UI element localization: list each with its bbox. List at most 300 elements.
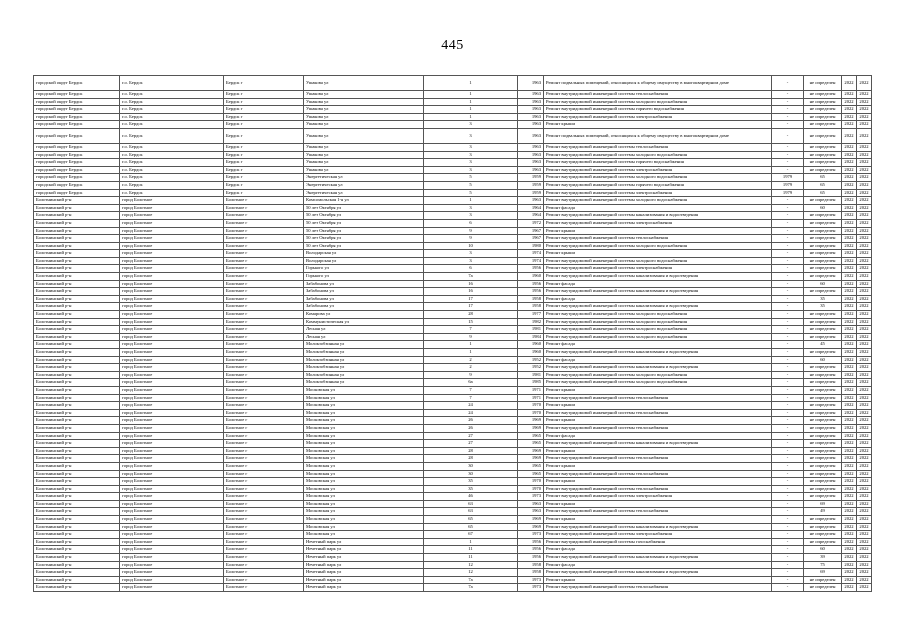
last-repair-year-cell: - xyxy=(772,561,804,569)
work-type-cell: Ремонт крыши xyxy=(544,576,772,584)
locality-cell: Болотное г xyxy=(224,516,304,524)
house-number-cell: 1 xyxy=(424,349,518,357)
table-row xyxy=(34,143,872,151)
plan-start-year-cell: 2022 xyxy=(842,151,857,159)
plan-end-year-cell: 2022 xyxy=(857,280,872,288)
wear-percent-cell: не определен xyxy=(804,143,842,151)
plan-start-year-cell: 2022 xyxy=(842,364,857,372)
house-number-cell: 16 xyxy=(424,280,518,288)
plan-start-year-cell: 2022 xyxy=(842,576,857,584)
municipality-cell: городской округ Бердск xyxy=(34,166,120,174)
build-year-cell: 1970 xyxy=(518,478,544,486)
last-repair-year-cell: - xyxy=(772,235,804,243)
plan-start-year-cell: 2022 xyxy=(842,523,857,531)
last-repair-year-cell: - xyxy=(772,91,804,99)
municipality-cell: Болотнинский р-н xyxy=(34,455,120,463)
settlement-cell: город Болотное xyxy=(120,409,224,417)
municipality-cell: Болотнинский р-н xyxy=(34,379,120,387)
work-type-cell: Ремонт внутридомовой инженерной системы теплоснабжения xyxy=(544,508,772,516)
settlement-cell: город Болотное xyxy=(120,424,224,432)
locality-cell: Болотное г xyxy=(224,227,304,235)
plan-start-year-cell: 2022 xyxy=(842,341,857,349)
plan-end-year-cell: 2022 xyxy=(857,485,872,493)
last-repair-year-cell: - xyxy=(772,569,804,577)
municipality-cell: Болотнинский р-н xyxy=(34,242,120,250)
locality-cell: Болотное г xyxy=(224,356,304,364)
wear-percent-cell: не определен xyxy=(804,531,842,539)
plan-end-year-cell: 2022 xyxy=(857,356,872,364)
plan-end-year-cell: 2022 xyxy=(857,189,872,197)
build-year-cell: 1963 xyxy=(518,143,544,151)
build-year-cell: 1960 xyxy=(518,349,544,357)
house-number-cell: 30 xyxy=(424,462,518,470)
municipality-cell: городской округ Бердск xyxy=(34,76,120,91)
locality-cell: Болотное г xyxy=(224,333,304,341)
wear-percent-cell: не определен xyxy=(804,128,842,143)
plan-end-year-cell: 2022 xyxy=(857,424,872,432)
last-repair-year-cell: - xyxy=(772,265,804,273)
plan-start-year-cell: 2022 xyxy=(842,303,857,311)
municipality-cell: городской округ Бердск xyxy=(34,128,120,143)
wear-percent-cell: не определен xyxy=(804,417,842,425)
settlement-cell: город Болотное xyxy=(120,523,224,531)
last-repair-year-cell: - xyxy=(772,409,804,417)
street-cell: Молокзобзинная ул xyxy=(304,349,424,357)
street-cell: Московская ул xyxy=(304,531,424,539)
locality-cell: Бердск г xyxy=(224,106,304,114)
last-repair-year-cell: - xyxy=(772,462,804,470)
build-year-cell: 1963 xyxy=(518,113,544,121)
settlement-cell: г.о. Бердск xyxy=(120,143,224,151)
locality-cell: Болотное г xyxy=(224,364,304,372)
street-cell: Энергетическая ул xyxy=(304,181,424,189)
municipality-cell: Болотнинский р-н xyxy=(34,212,120,220)
work-type-cell: Ремонт внутридомовой инженерной системы электроснабжения xyxy=(544,219,772,227)
wear-percent-cell: не определен xyxy=(804,470,842,478)
table-row xyxy=(34,265,872,273)
build-year-cell: 1952 xyxy=(518,356,544,364)
plan-end-year-cell: 2022 xyxy=(857,516,872,524)
plan-end-year-cell: 2022 xyxy=(857,242,872,250)
municipality-cell: Болотнинский р-н xyxy=(34,204,120,212)
locality-cell: Болотное г xyxy=(224,219,304,227)
house-number-cell: 12 xyxy=(424,561,518,569)
locality-cell: Болотное г xyxy=(224,508,304,516)
last-repair-year-cell: - xyxy=(772,432,804,440)
build-year-cell: 1959 xyxy=(518,189,544,197)
table-row xyxy=(34,219,872,227)
settlement-cell: г.о. Бердск xyxy=(120,181,224,189)
settlement-cell: г.о. Бердск xyxy=(120,76,224,91)
street-cell: Ушакова ул xyxy=(304,128,424,143)
build-year-cell: 1973 xyxy=(518,584,544,592)
wear-percent-cell: не определен xyxy=(804,166,842,174)
settlement-cell: город Болотное xyxy=(120,546,224,554)
work-type-cell: Ремонт внутридомовой инженерной системы холодного водоснабжения xyxy=(544,257,772,265)
municipality-cell: городской округ Бердск xyxy=(34,181,120,189)
work-type-cell: Ремонт фасада xyxy=(544,356,772,364)
plan-end-year-cell: 2022 xyxy=(857,462,872,470)
table-row xyxy=(34,288,872,296)
table-row xyxy=(34,106,872,114)
house-number-cell: 1 xyxy=(424,341,518,349)
work-type-cell: Ремонт внутридомовой инженерной системы теплоснабжения xyxy=(544,455,772,463)
wear-percent-cell: не определен xyxy=(804,349,842,357)
work-type-cell: Ремонт внутридомовой инженерной системы канализования и водоотведения xyxy=(544,523,772,531)
plan-start-year-cell: 2022 xyxy=(842,128,857,143)
municipality-cell: Болотнинский р-н xyxy=(34,516,120,524)
wear-percent-cell: 69 xyxy=(804,500,842,508)
table-row xyxy=(34,576,872,584)
table-row xyxy=(34,516,872,524)
table-row xyxy=(34,493,872,501)
house-number-cell: 1 xyxy=(424,91,518,99)
work-type-cell: Ремонт крыши xyxy=(544,516,772,524)
street-cell: Московская ул xyxy=(304,417,424,425)
house-number-cell: 28 xyxy=(424,455,518,463)
work-type-cell: Ремонт внутридомовой инженерной системы теплоснабжения xyxy=(544,235,772,243)
last-repair-year-cell: - xyxy=(772,128,804,143)
table-row xyxy=(34,197,872,205)
table-row xyxy=(34,531,872,539)
last-repair-year-cell: - xyxy=(772,121,804,129)
locality-cell: Болотное г xyxy=(224,204,304,212)
last-repair-year-cell: - xyxy=(772,98,804,106)
locality-cell: Болотное г xyxy=(224,242,304,250)
build-year-cell: 1965 xyxy=(518,440,544,448)
plan-start-year-cell: 2022 xyxy=(842,189,857,197)
house-number-cell: 9 xyxy=(424,235,518,243)
build-year-cell: 1960 xyxy=(518,341,544,349)
wear-percent-cell: не определен xyxy=(804,318,842,326)
wear-percent-cell: не определен xyxy=(804,402,842,410)
municipality-cell: Болотнинский р-н xyxy=(34,394,120,402)
locality-cell: Болотное г xyxy=(224,470,304,478)
street-cell: Нечетный парк ул xyxy=(304,569,424,577)
build-year-cell: 1980 xyxy=(518,242,544,250)
plan-start-year-cell: 2022 xyxy=(842,447,857,455)
locality-cell: Болотное г xyxy=(224,303,304,311)
build-year-cell: 1971 xyxy=(518,386,544,394)
wear-percent-cell: не определен xyxy=(804,485,842,493)
last-repair-year-cell: - xyxy=(772,349,804,357)
settlement-cell: г.о. Бердск xyxy=(120,98,224,106)
street-cell: Забабонова ул xyxy=(304,280,424,288)
plan-end-year-cell: 2022 xyxy=(857,326,872,334)
work-type-cell: Ремонт внутридомовой инженерной системы газоснабжения xyxy=(544,538,772,546)
plan-end-year-cell: 2022 xyxy=(857,493,872,501)
work-type-cell: Ремонт крыши xyxy=(544,250,772,258)
last-repair-year-cell: - xyxy=(772,485,804,493)
locality-cell: Болотное г xyxy=(224,326,304,334)
plan-end-year-cell: 2022 xyxy=(857,227,872,235)
settlement-cell: город Болотное xyxy=(120,394,224,402)
plan-start-year-cell: 2022 xyxy=(842,356,857,364)
wear-percent-cell: не определен xyxy=(804,121,842,129)
municipality-cell: Болотнинский р-н xyxy=(34,273,120,281)
house-number-cell: 3 xyxy=(424,212,518,220)
settlement-cell: город Болотное xyxy=(120,227,224,235)
plan-end-year-cell: 2022 xyxy=(857,531,872,539)
work-type-cell: Ремонт внутридомовой инженерной системы теплоснабжения xyxy=(544,485,772,493)
municipality-cell: Болотнинский р-н xyxy=(34,417,120,425)
plan-end-year-cell: 2022 xyxy=(857,257,872,265)
plan-start-year-cell: 2022 xyxy=(842,318,857,326)
municipality-cell: городской округ Бердск xyxy=(34,151,120,159)
work-type-cell: Ремонт внутридомовой инженерной системы канализования и водоотведения xyxy=(544,349,772,357)
table-row xyxy=(34,379,872,387)
settlement-cell: город Болотное xyxy=(120,462,224,470)
table-row xyxy=(34,432,872,440)
wear-percent-cell: не определен xyxy=(804,235,842,243)
build-year-cell: 1958 xyxy=(518,295,544,303)
plan-start-year-cell: 2022 xyxy=(842,379,857,387)
build-year-cell: 1958 xyxy=(518,303,544,311)
wear-percent-cell: 69 xyxy=(804,569,842,577)
plan-start-year-cell: 2022 xyxy=(842,546,857,554)
settlement-cell: город Болотное xyxy=(120,235,224,243)
settlement-cell: г.о. Бердск xyxy=(120,151,224,159)
work-type-cell: Ремонт крыши xyxy=(544,417,772,425)
build-year-cell: 1963 xyxy=(518,151,544,159)
table-row xyxy=(34,500,872,508)
last-repair-year-cell: - xyxy=(772,356,804,364)
settlement-cell: г.о. Бердск xyxy=(120,106,224,114)
street-cell: Московская ул xyxy=(304,516,424,524)
plan-end-year-cell: 2022 xyxy=(857,402,872,410)
municipality-cell: городской округ Бердск xyxy=(34,189,120,197)
build-year-cell: 1984 xyxy=(518,333,544,341)
last-repair-year-cell: - xyxy=(772,523,804,531)
build-year-cell: 1965 xyxy=(518,432,544,440)
table-row xyxy=(34,462,872,470)
house-number-cell: 5 xyxy=(424,181,518,189)
municipality-cell: городской округ Бердск xyxy=(34,143,120,151)
table-row xyxy=(34,166,872,174)
build-year-cell: 1956 xyxy=(518,546,544,554)
work-type-cell: Ремонт внутридомовой инженерной системы теплоснабжения xyxy=(544,143,772,151)
build-year-cell: 1982 xyxy=(518,318,544,326)
plan-end-year-cell: 2022 xyxy=(857,379,872,387)
municipality-cell: Болотнинский р-н xyxy=(34,197,120,205)
house-number-cell: 7а xyxy=(424,273,518,281)
settlement-cell: город Болотное xyxy=(120,288,224,296)
plan-end-year-cell: 2022 xyxy=(857,500,872,508)
work-type-cell: Ремонт внутридомовой инженерной системы канализования и водоотведения xyxy=(544,303,772,311)
municipality-cell: городской округ Бердск xyxy=(34,174,120,182)
house-number-cell: 30 xyxy=(424,470,518,478)
wear-percent-cell: не определен xyxy=(804,311,842,319)
street-cell: Ушакова ул xyxy=(304,76,424,91)
locality-cell: Болотное г xyxy=(224,394,304,402)
locality-cell: Болотное г xyxy=(224,409,304,417)
plan-start-year-cell: 2022 xyxy=(842,311,857,319)
municipality-cell: Болотнинский р-н xyxy=(34,280,120,288)
wear-percent-cell: 65 xyxy=(804,174,842,182)
municipality-cell: Болотнинский р-н xyxy=(34,356,120,364)
street-cell: Нечетный парк ул xyxy=(304,546,424,554)
house-number-cell: 65 xyxy=(424,523,518,531)
work-type-cell: Ремонт внутридомовой инженерной системы холодного водоснабжения xyxy=(544,333,772,341)
plan-end-year-cell: 2022 xyxy=(857,106,872,114)
locality-cell: Болотное г xyxy=(224,569,304,577)
locality-cell: Бердск г xyxy=(224,159,304,167)
locality-cell: Болотное г xyxy=(224,554,304,562)
settlement-cell: г.о. Бердск xyxy=(120,174,224,182)
street-cell: Московская ул xyxy=(304,523,424,531)
plan-start-year-cell: 2022 xyxy=(842,265,857,273)
build-year-cell: 1985 xyxy=(518,379,544,387)
plan-start-year-cell: 2022 xyxy=(842,417,857,425)
build-year-cell: 1963 xyxy=(518,166,544,174)
street-cell: Володарская ул xyxy=(304,257,424,265)
build-year-cell: 1970 xyxy=(518,402,544,410)
locality-cell: Бердск г xyxy=(224,143,304,151)
street-cell: Московская ул xyxy=(304,409,424,417)
plan-start-year-cell: 2022 xyxy=(842,181,857,189)
wear-percent-cell: не определен xyxy=(804,288,842,296)
build-year-cell: 1956 xyxy=(518,554,544,562)
plan-end-year-cell: 2022 xyxy=(857,394,872,402)
house-number-cell: 28 xyxy=(424,311,518,319)
plan-start-year-cell: 2022 xyxy=(842,531,857,539)
settlement-cell: город Болотное xyxy=(120,554,224,562)
locality-cell: Бердск г xyxy=(224,98,304,106)
settlement-cell: город Болотное xyxy=(120,485,224,493)
locality-cell: Болотное г xyxy=(224,485,304,493)
build-year-cell: 1969 xyxy=(518,424,544,432)
last-repair-year-cell: - xyxy=(772,204,804,212)
municipality-cell: Болотнинский р-н xyxy=(34,341,120,349)
street-cell: Ушакова ул xyxy=(304,91,424,99)
settlement-cell: город Болотное xyxy=(120,265,224,273)
locality-cell: Болотное г xyxy=(224,493,304,501)
house-number-cell: 63 xyxy=(424,500,518,508)
work-type-cell: Ремонт фасада xyxy=(544,204,772,212)
build-year-cell: 1960 xyxy=(518,273,544,281)
work-type-cell: Ремонт крыши xyxy=(544,478,772,486)
plan-end-year-cell: 2022 xyxy=(857,273,872,281)
wear-percent-cell: не определен xyxy=(804,159,842,167)
work-type-cell: Ремонт фасада xyxy=(544,295,772,303)
plan-start-year-cell: 2022 xyxy=(842,143,857,151)
wear-percent-cell: не определен xyxy=(804,273,842,281)
municipality-cell: Болотнинский р-н xyxy=(34,470,120,478)
table-row xyxy=(34,417,872,425)
plan-start-year-cell: 2022 xyxy=(842,538,857,546)
table-row xyxy=(34,174,872,182)
last-repair-year-cell: 1979 xyxy=(772,174,804,182)
locality-cell: Болотное г xyxy=(224,500,304,508)
house-number-cell: 3 xyxy=(424,143,518,151)
table-row xyxy=(34,364,872,372)
settlement-cell: город Болотное xyxy=(120,500,224,508)
plan-end-year-cell: 2022 xyxy=(857,288,872,296)
table-row xyxy=(34,151,872,159)
house-number-cell: 2 xyxy=(424,356,518,364)
work-type-cell: Ремонт внутридомовой инженерной системы теплоснабжения xyxy=(544,91,772,99)
street-cell: Володарская ул xyxy=(304,250,424,258)
settlement-cell: город Болотное xyxy=(120,455,224,463)
municipality-cell: Болотнинский р-н xyxy=(34,531,120,539)
last-repair-year-cell: - xyxy=(772,424,804,432)
plan-start-year-cell: 2022 xyxy=(842,402,857,410)
plan-start-year-cell: 2022 xyxy=(842,409,857,417)
table-row xyxy=(34,159,872,167)
plan-end-year-cell: 2022 xyxy=(857,113,872,121)
plan-end-year-cell: 2022 xyxy=(857,455,872,463)
municipality-cell: Болотнинский р-н xyxy=(34,402,120,410)
municipality-cell: Болотнинский р-н xyxy=(34,554,120,562)
build-year-cell: 1969 xyxy=(518,516,544,524)
plan-start-year-cell: 2022 xyxy=(842,386,857,394)
plan-start-year-cell: 2022 xyxy=(842,204,857,212)
wear-percent-cell: не определен xyxy=(804,371,842,379)
last-repair-year-cell: - xyxy=(772,143,804,151)
work-type-cell: Ремонт внутридомовой инженерной системы электроснабжения xyxy=(544,113,772,121)
work-type-cell: Ремонт внутридомовой инженерной системы электроснабжения xyxy=(544,189,772,197)
street-cell: Нечетный парк ул xyxy=(304,538,424,546)
work-type-cell: Ремонт внутридомовой инженерной системы холодного водоснабжения xyxy=(544,318,772,326)
street-cell: 50 лет Октября ул xyxy=(304,219,424,227)
wear-percent-cell: не определен xyxy=(804,379,842,387)
plan-start-year-cell: 2022 xyxy=(842,493,857,501)
house-number-cell: 67 xyxy=(424,531,518,539)
plan-end-year-cell: 2022 xyxy=(857,318,872,326)
locality-cell: Болотное г xyxy=(224,531,304,539)
table-row xyxy=(34,303,872,311)
last-repair-year-cell: - xyxy=(772,364,804,372)
street-cell: Молокзобзинная ул xyxy=(304,364,424,372)
house-number-cell: 7 xyxy=(424,386,518,394)
wear-percent-cell: 65 xyxy=(804,181,842,189)
municipality-cell: Болотнинский р-н xyxy=(34,440,120,448)
municipality-cell: Болотнинский р-н xyxy=(34,561,120,569)
settlement-cell: город Болотное xyxy=(120,440,224,448)
plan-end-year-cell: 2022 xyxy=(857,121,872,129)
build-year-cell: 1952 xyxy=(518,364,544,372)
plan-end-year-cell: 2022 xyxy=(857,128,872,143)
work-type-cell: Ремонт внутридомовой инженерной системы электроснабжения xyxy=(544,166,772,174)
plan-start-year-cell: 2022 xyxy=(842,106,857,114)
last-repair-year-cell: - xyxy=(772,584,804,592)
municipality-cell: городской округ Бердск xyxy=(34,113,120,121)
house-number-cell: 11 xyxy=(424,546,518,554)
street-cell: Ушакова ул xyxy=(304,166,424,174)
house-number-cell: 26 xyxy=(424,417,518,425)
table-row xyxy=(34,235,872,243)
last-repair-year-cell: - xyxy=(772,280,804,288)
locality-cell: Болотное г xyxy=(224,455,304,463)
plan-end-year-cell: 2022 xyxy=(857,212,872,220)
locality-cell: Болотное г xyxy=(224,576,304,584)
house-number-cell: 26 xyxy=(424,424,518,432)
street-cell: Московская ул xyxy=(304,440,424,448)
work-type-cell: Ремонт внутридомовой инженерной системы теплоснабжения xyxy=(544,394,772,402)
settlement-cell: город Болотное xyxy=(120,569,224,577)
work-type-cell: Ремонт внутридомовой инженерной системы канализования и водоотведения xyxy=(544,273,772,281)
wear-percent-cell: не определен xyxy=(804,326,842,334)
table-row xyxy=(34,349,872,357)
locality-cell: Болотное г xyxy=(224,523,304,531)
municipality-cell: Болотнинский р-н xyxy=(34,432,120,440)
plan-start-year-cell: 2022 xyxy=(842,432,857,440)
table-row xyxy=(34,311,872,319)
wear-percent-cell: не определен xyxy=(804,424,842,432)
street-cell: Горького ул xyxy=(304,265,424,273)
last-repair-year-cell: - xyxy=(772,288,804,296)
street-cell: Лесная ул xyxy=(304,326,424,334)
